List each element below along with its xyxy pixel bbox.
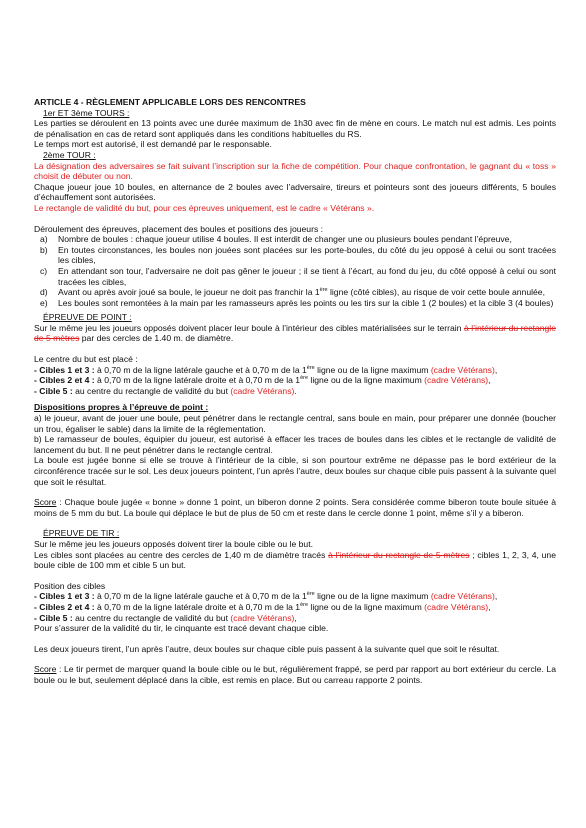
dispositions-heading: Dispositions propres à l’épreuve de point : [34,402,209,413]
tir-score: Score : Le tir permet de marquer quand la boule cible ou le but, régulièrement frappé, se perd par rapport au bort extérieur du cercle. La boule ou le but, seulement déplacé dans la cible, est remis en place. But ou carreau rapporte 2 points. [34,664,556,685]
list-item: d) Avant ou après avoir joué sa boule, le joueur ne doit pas franchir la 1ère ligne (côté cibles), au risque de voir cette boule annulée, [40,287,545,298]
section-2-heading-text: 2ème TOUR : [43,149,96,160]
section-point-heading-text: ÉPREUVE DE POINT : [43,312,132,323]
tir-text-1: Sur le même jeu les joueurs opposés doivent tirer la boule cible ou le but. [34,538,313,549]
section-point-centre: Le centre du but est placé : [34,354,138,365]
document-page [34,97,556,686]
list-item: b) En toutes circonstances, les boules non jouées sont placées sur les porte-boules, du côté du jeu opposé à celui ou sont tracées les cibles, [40,244,556,266]
section-1-timeout: Le temps mort est autorisé, il est demandé par le responsable. [34,139,272,150]
dispositions-b: b) Le ramasseur de boules, équipier du joueur, est autorisé à effacer les traces de boules dans les cibles et le rectangle de validité de lancement du but. Il ne peut pénétrer dans le rectangle central. [34,434,556,455]
section-2-red-rectangle: Le rectangle de validité du but, pour ces épreuves uniquement, est le cadre « Vétérans ». [34,202,375,213]
tir-position-heading: Position des cibles [34,580,106,591]
tir-text-2: Les cibles sont placées au centre des cercles de 1,40 m de diamètre tracés à l’intérieur du rectangle de 5 mètres ; cibles 1, 2, 3, 4, une boule cible de 100 mm et cible 5 un but. [34,549,556,571]
section-1-heading-text: 1er ET 3ème TOURS : [43,107,130,118]
tir-cible-5: - Cible 5 : au centre du rectangle de validité du but (cadre Vétérans), [34,612,297,623]
section-2-red-text: La désignation des adversaires se fait suivant l’inscription sur la fiche de compétition. Pour chaque confrontation, le gagnant du « toss » choisit de débuter ou non. [34,160,556,182]
section-3-intro: Déroulement des épreuves, placement des boules et positions des joueurs : [34,223,324,234]
section-1-text: Les parties se déroulent en 13 points avec une durée maximum de 1h30 avec fin de mène en cours. Le match nul est admis. Les points de pénalisation en cas de retard sont appliqués dans les conditions habituelles du RS. [34,118,556,139]
section-point-text: Sur le même jeu les joueurs opposés doivent placer leur boule à l’intérieur des cibles matérialisées sur le terrain à l’intérieur du rectangle de 5 mètres par des cercles de 1.40 m. de diamètre. [34,322,556,344]
tir-cibles-1-3: - Cibles 1 et 3 : à 0,70 m de la ligne latérale gauche et à 0,70 m de la 1ère ligne ou de la ligne maximum (cadre Vétérans), [34,591,498,602]
tir-cibles-2-4: - Cibles 2 et 4 : à 0,70 m de la ligne latérale droite et à 0,70 m de la 1ère ligne ou de la ligne maximum (cadre Vétérans), [34,601,491,612]
list-item: c) En attendant son tour, l’adversaire ne doit pas gêner le joueur ; il se tient à l’écart, au fond du jeu, du côté opposé à celui ou sont tracées les cibles, [40,265,556,287]
article-title: ARTICLE 4 - RÈGLEMENT APPLICABLE LORS DES RENCONTRES [34,97,306,107]
point-cibles-1-3: - Cibles 1 et 3 : à 0,70 m de la ligne latérale gauche et à 0,70 m de la 1ère ligne ou de la ligne maximum (cadre Vétérans), [34,364,498,375]
tir-text-3: Pour s’assurer de la validité du tir, le cinquante est tracé devant chaque cible. [34,623,329,634]
section-tir-heading [34,528,556,539]
section-2-text: Chaque joueur joue 10 boules, en alternance de 2 boules avec l’adversaire, tireurs et pointeurs sont des joueurs différents, 5 boules d’échauffement sont autorisées. [34,181,556,203]
section-tir-heading-text: ÉPREUVE DE TIR : [43,528,120,539]
rules-list [34,234,556,308]
point-cible-5: - Cible 5 : au centre du rectangle de validité du but (cadre Vétérans). [34,385,297,396]
tir-text-4: Les deux joueurs tirent, l’un après l’autre, deux boules sur chaque cible puis passent à la suivante quel que soit le résultat. [34,643,500,654]
section-point-heading [34,312,556,323]
dispositions-c: La boule est jugée bonne si elle se trouve à l’intérieur de la cible, si son pourtour extrême ne dépasse pas le bord extérieur de la circonférence tracée sur le sol. Les deux joueurs pointent, l’un après l’autre, deux boules sur chaque cible puis passent à la suivante quel que soit le résultat. [34,455,556,487]
dispositions-a: a) le joueur, avant de jouer une boule, peut pénétrer dans le rectangle central, sans boule en main, pour préparer une donnée (boucher un trou, égaliser le sable) dans la limite de la réglementation. [34,413,556,434]
section-1-heading [34,108,556,119]
section-2-heading [34,150,556,161]
point-score: Score : Chaque boule jugée « bonne » donne 1 point, un biberon donne 2 points. Sera considérée comme biberon toute boule située à moins de 5 mm du but. La boule qui déplace le but de plus de 50 cm et reste dans le cercle donne 1 point, même s’il y a biberon. [34,497,556,518]
list-item: a) Nombre de boules : chaque joueur utilise 4 boules. Il est interdit de changer une ou plusieurs boules pendant l’épreuve, [40,234,512,245]
point-cibles-2-4: - Cibles 2 et 4 : à 0,70 m de la ligne latérale droite et à 0,70 m de la 1ère ligne ou de la ligne maximum (cadre Vétérans), [34,375,491,386]
list-item: e) Les boules sont remontées à la main par les ramasseurs après les points ou les tirs sur la cible 1 (2 boules) et la cible 3 (4 boules) [40,297,554,308]
